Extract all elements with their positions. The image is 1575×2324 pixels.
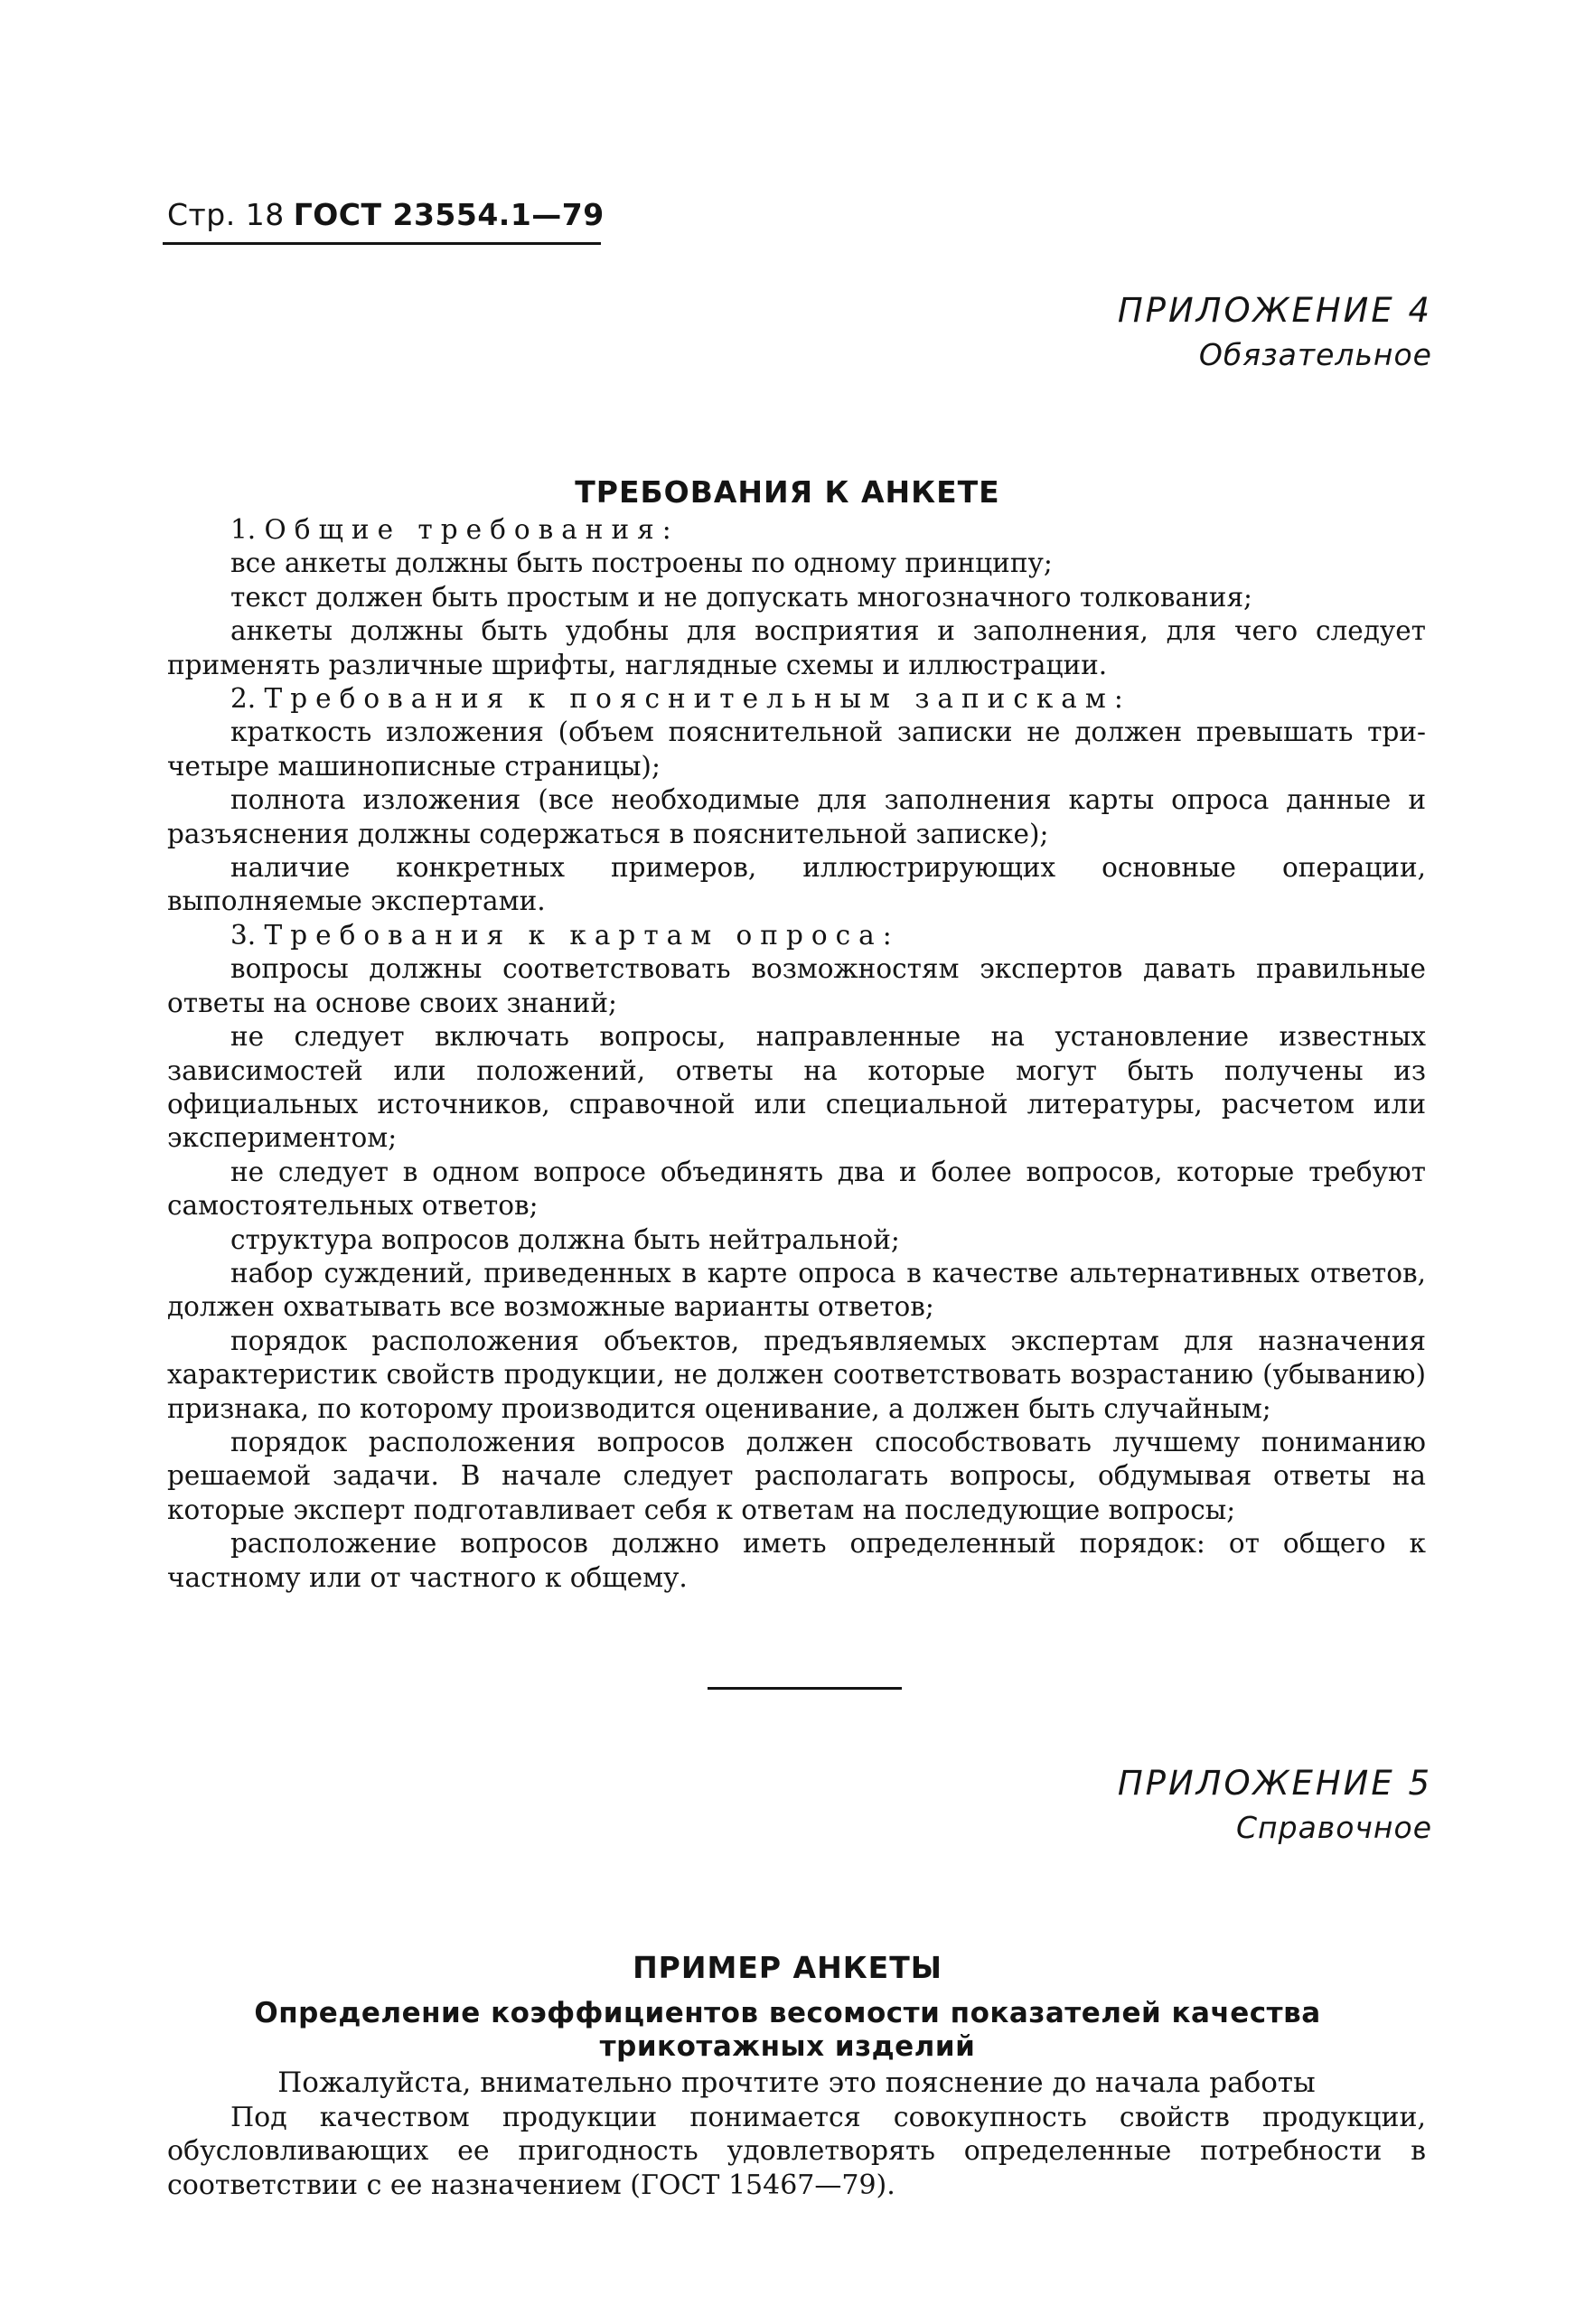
intro-instruction: Пожалуйста, внимательно прочтите это пояснение до начала работы xyxy=(277,2066,1316,2099)
requirement-item: анкеты должны быть удобны для восприятия и заполнения, для чего следует применять различные шрифты, наглядные схемы и иллюстрации. xyxy=(167,615,1426,680)
requirement-item: структура вопросов должна быть нейтральной; xyxy=(230,1223,900,1255)
requirement-item: вопросы должны соответствовать возможностям экспертов давать правильные ответы на основе своих знаний; xyxy=(167,953,1426,1018)
page-label: Стр. 18 xyxy=(167,197,285,232)
requirement-heading-3: 3. Требования к картам опроса: xyxy=(230,919,892,951)
requirement-item: полнота изложения (все необходимые для заполнения карты опроса данные и разъяснения должны содержаться в пояснительной записке); xyxy=(167,784,1426,849)
appendix-5-title: ПРИЛОЖЕНИЕ 5 xyxy=(1117,1764,1432,1803)
running-header xyxy=(167,197,605,232)
section-2-title: ПРИМЕР АНКЕТЫ xyxy=(633,1950,942,1985)
quality-definition-paragraph: Под качеством продукции понимается совокупность свойств продукции, обусловливающих ее пригодность удовлетворять определенные потребности в соответствии с ее назначением (ГОСТ 15467—79). xyxy=(167,2101,1426,2201)
subtitle-line-1: Определение коэффициентов весомости показателей качества xyxy=(254,1997,1321,2029)
appendix-5-status: Справочное xyxy=(1236,1810,1432,1845)
questionnaire-intro xyxy=(167,2066,1426,2202)
requirement-item: наличие конкретных примеров, иллюстрирующих основные операции, выполняемые экспертами. xyxy=(167,852,1426,917)
requirement-heading-2: 2. Требования к пояснительным запискам: xyxy=(230,683,1123,715)
requirement-item: все анкеты должны быть построены по одному принципу; xyxy=(230,548,1053,579)
appendix-5-label xyxy=(1118,1760,1432,1849)
appendix-4-label xyxy=(1118,287,1432,376)
appendix-4-status: Обязательное xyxy=(1198,337,1432,372)
appendix-4-title: ПРИЛОЖЕНИЕ 4 xyxy=(1117,291,1432,330)
requirement-item: набор суждений, приведенных в карте опроса в качестве альтернативных ответов, должен охватывать все возможные варианты ответов; xyxy=(167,1257,1426,1323)
header-rule xyxy=(163,242,601,245)
requirement-heading-1: 1. Общие требования: xyxy=(230,514,671,545)
requirements-body xyxy=(167,513,1426,1595)
requirement-item: текст должен быть простым и не допускать многозначного толкования; xyxy=(230,581,1252,613)
section-divider xyxy=(708,1687,902,1690)
requirement-item: не следует включать вопросы, направленные на установление известных зависимостей или положений, ответы на которые могут быть получены из официальных источников, справочной или специальной литературы, расчетом или экспериментом; xyxy=(167,1021,1426,1154)
section-1-title: ТРЕБОВАНИЯ К АНКЕТЕ xyxy=(575,474,1000,510)
requirement-item: порядок расположения объектов, предъявляемых экспертам для назначения характеристик свойств продукции, не должен соответствовать возрастанию (убыванию) признака, по которому производится оценивание, а должен быть случайным; xyxy=(167,1325,1426,1424)
requirement-item: порядок расположения вопросов должен способствовать лучшему пониманию решаемой задачи. В начале следует располагать вопросы, обдумывая ответы на которые эксперт подготавливает себя к ответам на последующие вопросы; xyxy=(167,1426,1426,1525)
section-2-subtitle xyxy=(0,1997,1575,2064)
standard-number: ГОСТ 23554.1—79 xyxy=(293,197,605,232)
requirement-item: расположение вопросов должно иметь определенный порядок: от общего к частному или от частного к общему. xyxy=(167,1528,1426,1593)
requirement-item: не следует в одном вопросе объединять два и более вопросов, которые требуют самостоятельных ответов; xyxy=(167,1156,1426,1222)
subtitle-line-2: трикотажных изделий xyxy=(599,2030,976,2063)
requirement-item: краткость изложения (объем пояснительной записки не должен превышать три-четыре машинописные страницы); xyxy=(167,717,1426,782)
